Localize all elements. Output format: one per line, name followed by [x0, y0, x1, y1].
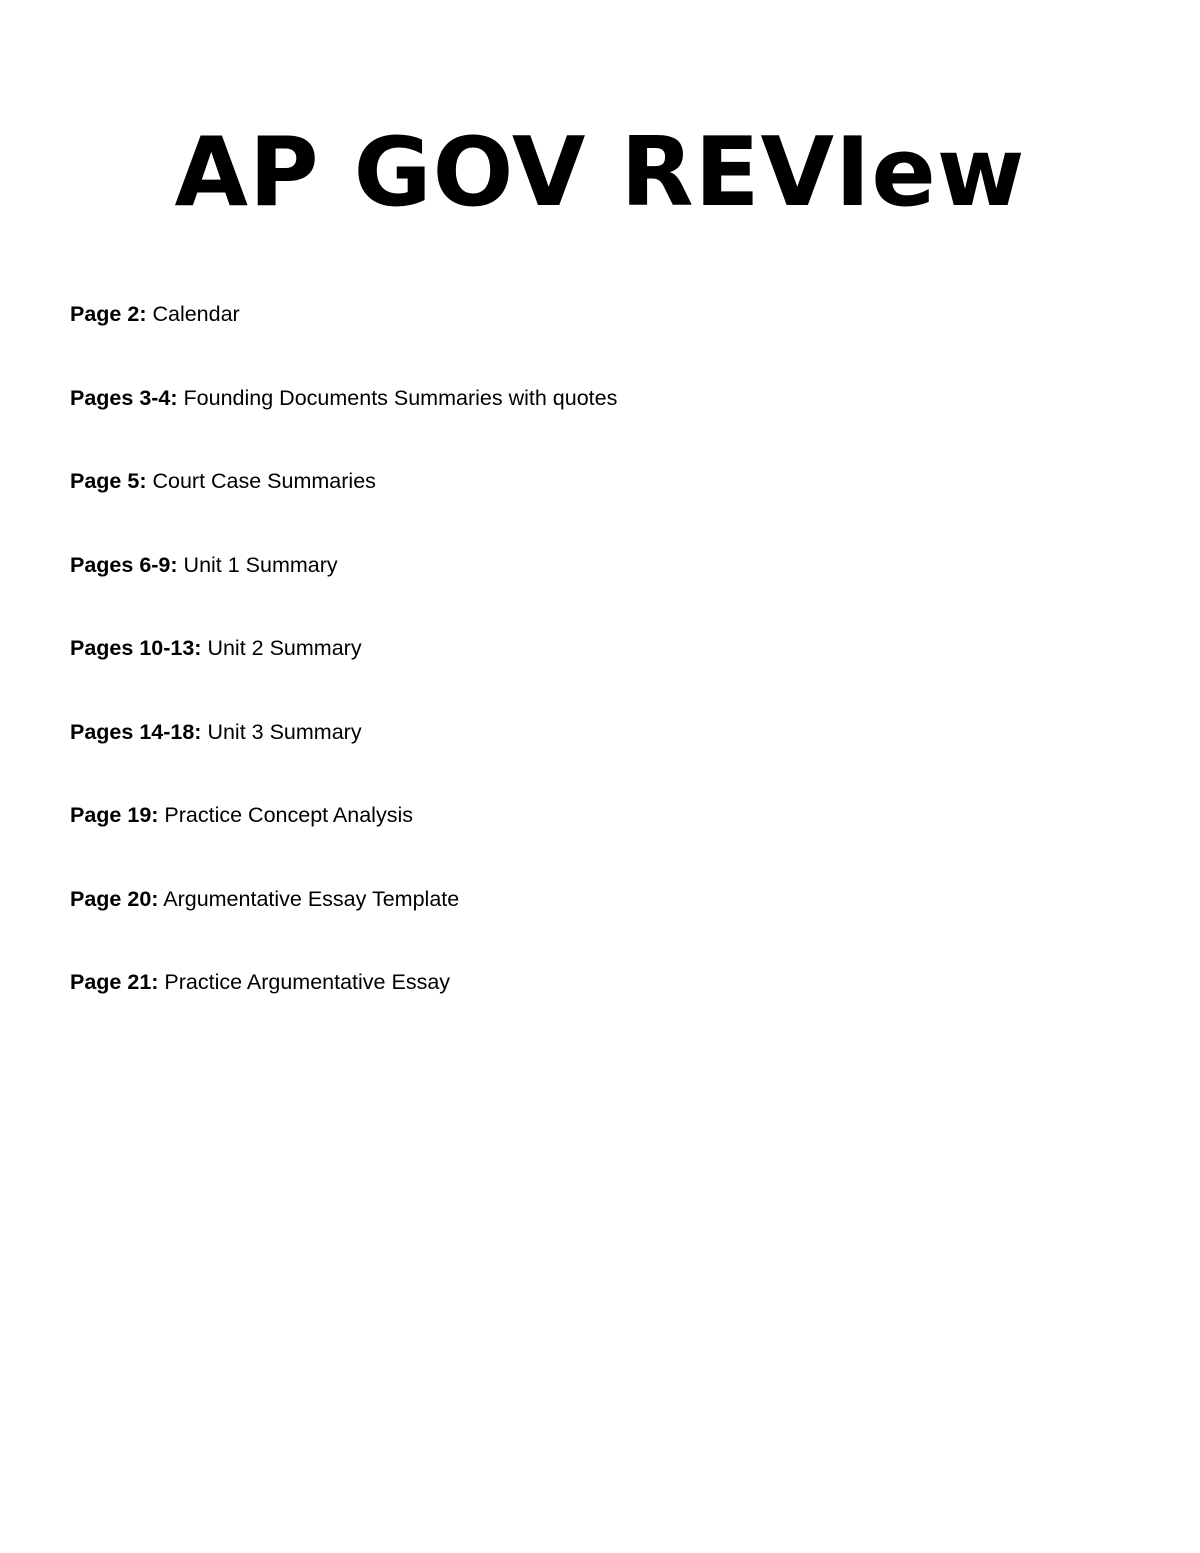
toc-entry-description: Founding Documents Summaries with quotes [183, 385, 618, 410]
toc-entry-court-cases [70, 465, 1130, 497]
toc-entry-description: Practice Argumentative Essay [164, 970, 451, 994]
toc-entry-unit-3 [70, 716, 1130, 748]
toc-entry-page-ref: Pages 6-9: [70, 552, 178, 577]
table-of-contents [70, 298, 1130, 1050]
toc-entry-page-ref: Page 2: [70, 302, 147, 326]
toc-entry-calendar [70, 298, 1130, 330]
toc-entry-practice-essay [70, 966, 1130, 998]
toc-entry-description: Unit 2 Summary [207, 636, 362, 660]
toc-entry-description: Unit 1 Summary [183, 552, 338, 577]
toc-entry-page-ref: Page 20: [70, 886, 159, 911]
toc-entry-page-ref: Pages 3-4: [70, 385, 178, 410]
toc-entry-page-ref: Pages 10-13: [70, 636, 202, 660]
toc-entry-page-ref: Pages 14-18: [70, 719, 202, 744]
document-title: AP GOV REVIew [174, 118, 1026, 228]
toc-entry-unit-1 [70, 549, 1130, 581]
toc-entry-concept-analysis [70, 799, 1130, 831]
toc-entry-description: Unit 3 Summary [207, 719, 362, 744]
toc-entry-description: Calendar [152, 302, 240, 326]
toc-entry-page-ref: Page 5: [70, 469, 147, 493]
toc-entry-description: Argumentative Essay Template [163, 886, 460, 911]
toc-entry-description: Court Case Summaries [152, 469, 376, 493]
toc-entry-essay-template [70, 883, 1130, 915]
toc-entry-unit-2 [70, 632, 1130, 664]
toc-entry-description: Practice Concept Analysis [164, 803, 413, 827]
toc-entry-page-ref: Page 19: [70, 803, 159, 827]
toc-entry-page-ref: Page 21: [70, 970, 159, 994]
toc-entry-founding-documents [70, 382, 1130, 414]
